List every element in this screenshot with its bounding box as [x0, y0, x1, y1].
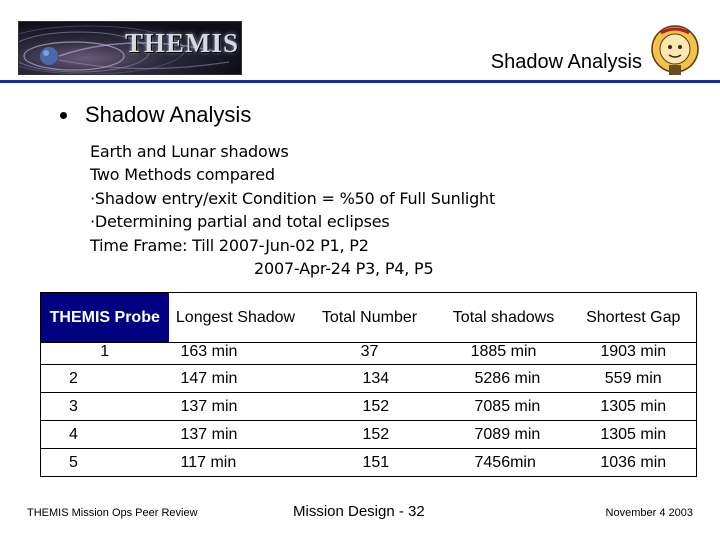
table-row [41, 421, 697, 449]
footer-center-text: Mission Design - 32 [293, 503, 425, 520]
table-cell: 117 min [169, 449, 303, 477]
table-cell: 134 [303, 365, 437, 393]
table-cell: 152 [303, 421, 437, 449]
page-title: Shadow Analysis [490, 51, 642, 73]
table-cell: 152 [303, 393, 437, 421]
column-header: Total Number [303, 293, 437, 343]
footer-right-text: November 4 2003 [605, 507, 693, 519]
header-divider [0, 80, 720, 83]
column-header: Shortest Gap [571, 293, 697, 343]
table-row [41, 365, 697, 393]
sub-points [90, 140, 495, 280]
themis-logo-banner [18, 21, 242, 75]
table-cell: 1903 min [571, 343, 697, 365]
table-cell: 2 [41, 365, 169, 393]
bullet-item [60, 102, 251, 128]
table-cell: 151 [303, 449, 437, 477]
table-cell: 4 [41, 421, 169, 449]
footer-left-text: THEMIS Mission Ops Peer Review [27, 507, 198, 519]
table-cell: 1 [41, 343, 169, 365]
sub-point: Earth and Lunar shadows [90, 142, 289, 161]
table-cell: 7089 min [437, 421, 571, 449]
table-cell: 5 [41, 449, 169, 477]
table-cell: 7456min [437, 449, 571, 477]
column-header: Total shadows [437, 293, 571, 343]
table-row [41, 393, 697, 421]
sub-point: ·Shadow entry/exit Condition = %50 of Full Sunlight [90, 188, 496, 208]
table-cell: 37 [303, 343, 437, 365]
table-cell: 5286 min [437, 365, 571, 393]
bullet-dot-icon [60, 112, 67, 119]
sub-point: ·Determining partial and total eclipses [90, 212, 390, 232]
table-cell: 559 min [571, 365, 697, 393]
logo-text: THEMIS [125, 28, 240, 58]
table-cell: 1305 min [571, 421, 697, 449]
sub-point: Two Methods compared [90, 165, 275, 185]
table-cell: 3 [41, 393, 169, 421]
table-cell: 163 min [169, 343, 303, 365]
table-row [41, 449, 697, 477]
table-cell: 1305 min [571, 393, 697, 421]
table-cell: 7085 min [437, 393, 571, 421]
table-cell: 137 min [169, 421, 303, 449]
sub-point: Time Frame: Till 2007-Jun-02 P1, P2 [90, 235, 369, 255]
table-cell: 147 min [169, 365, 303, 393]
sub-point: 2007-Apr-24 P3, P4, P5 [254, 259, 434, 279]
bullet-text: Shadow Analysis [85, 102, 252, 127]
table-header-row [41, 293, 697, 343]
table-cell: 1036 min [571, 449, 697, 477]
shadow-table [40, 292, 696, 477]
table-row [41, 343, 697, 365]
column-header: Longest Shadow [169, 293, 303, 343]
themis-mascot-icon [649, 23, 701, 77]
table-cell: 1885 min [437, 343, 571, 365]
column-header: THEMIS Probe [41, 293, 169, 343]
table-cell: 137 min [169, 393, 303, 421]
